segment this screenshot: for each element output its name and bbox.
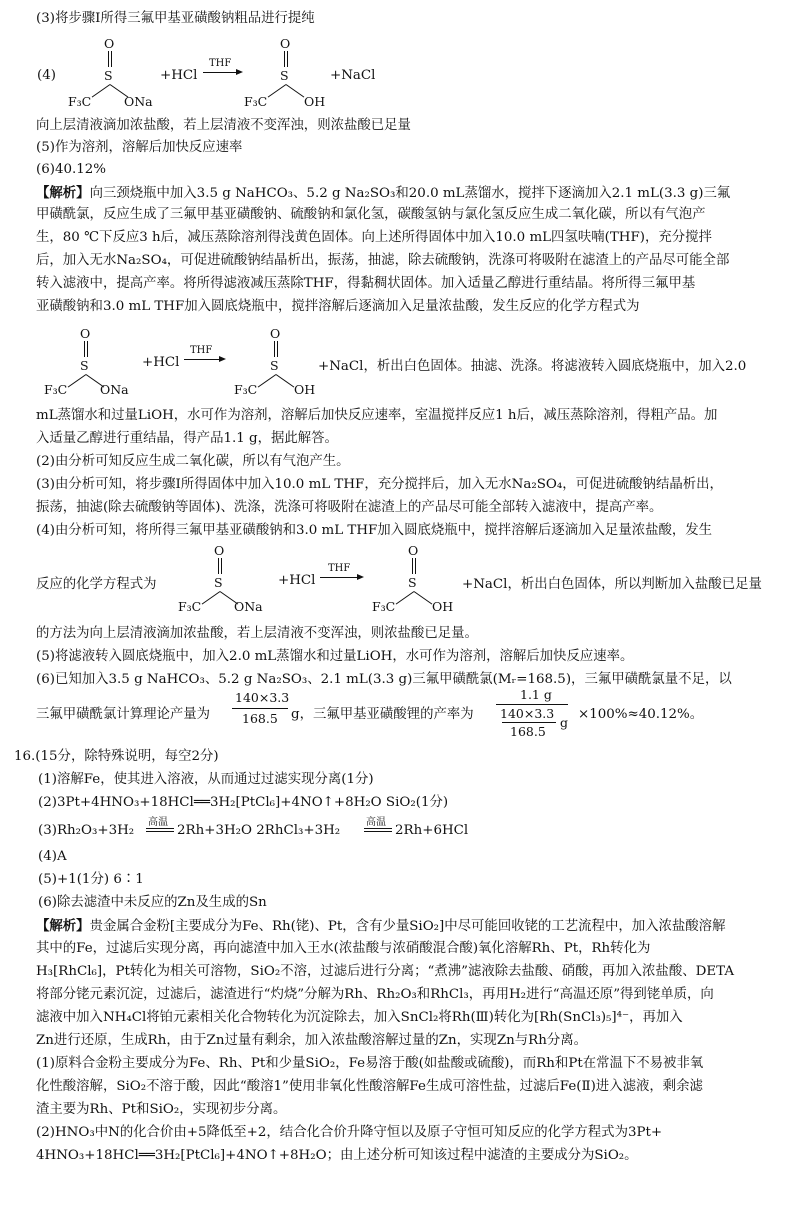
equals-line-1b [146,831,174,832]
analysis3-line-0: 的方法为向上层清液滴加浓盐酸，若上层清液不变浑浊，则浓盐酸已足量。 [36,626,478,641]
q16-header: 16.(15分，除特殊说明，每空2分) [14,749,219,764]
analysis-line-2: 生，80 ℃下反应3 h后，减压蒸除溶剂得浅黄色固体。向上述所得固体中加入10.0 mL四氢呋喃(THF)，充分搅拌 [36,230,712,245]
analysis2-line-0: mL蒸馏水和过量LiOH，水可作为溶剂，溶解后加快反应速率，室温搅拌反应1 h后，减压蒸除溶剂，得粗产品。加 [36,408,718,423]
calc-prefix: 三氟甲磺酰氯计算理论产量为 [36,707,211,722]
analysis3-line-1: (5)将滤液转入圆底烧瓶中，加入2.0 mL蒸馏水和过量LiOH，水可作为溶剂，溶解后加快反应速率。 [36,649,634,664]
q16-answer-2: (2)3Pt+4HNO₃+18HCl══3H₂[PtCl₆]+4NO↑+8H₂O SiO₂(1分) [38,795,449,810]
q16-answer-6: (6)除去滤渣中未反应的Zn及生成的Sn [38,895,267,910]
analysis-line-0: 【解析】向三颈烧瓶中加入3.5 g NaHCO₃、5.2 g Na₂SO₃和20.0 mL蒸馏水，搅拌下逐滴加入2.1 mL(3.3 g)三氟 [36,185,731,201]
answer-6: (6)40.12% [36,162,107,177]
analysis-label: 【解析】 [36,185,90,201]
q16-answer-3-part1: (3)Rh₂O₃+3H₂ [38,823,135,838]
q16-answer-4: (4)A [38,849,67,864]
q16-analysis-line-4: 滤液中加入NH₄Cl将铂元素相关化合物转化为沉淀除去，加入SnCl₂将Rh(Ⅲ)转化为[Rh(SnCl₃)₅]⁴⁻，再加入 [36,1010,683,1025]
q16-analysis-line-7: 化性酸溶解，SiO₂不溶于酸，因此“酸溶1”使用非氧化性酸溶解Fe生成可溶性盐，过滤后Fe(Ⅱ)进入滤液，剩余滤 [36,1079,703,1094]
q16-answer-1: (1)溶解Fe，使其进入溶液，从而通过过滤实现分离(1分) [38,772,374,787]
reaction-arrow-3: THF [320,567,364,581]
q16-answer-3-part3: 2Rh+6HCl [395,823,469,838]
reaction-arrow-2: THF [184,349,226,363]
q16-answer-5: (5)+1(1分) 6∶1 [38,872,144,887]
analysis2-line-2: (2)由分析可知反应生成二氧化碳，所以有气泡产生。 [36,454,350,469]
reactant-structure-3: O S F₃C ONa [178,543,263,614]
analysis2-line-5: (4)由分析可知，将所得三氟甲基亚磺酸钠和3.0 mL THF加入圆底烧瓶中，搅拌溶解后逐滴加入足量浓盐酸，发生 [36,523,713,538]
q16-answer-3-part2: 2Rh+3H₂O 2RhCl₃+3H₂ [177,823,341,838]
q16-analysis-label: 【解析】 [36,918,90,934]
q16-analysis-line-3: 将部分铑元素沉淀，过滤后，滤渣进行“灼烧”分解为Rh、Rh₂O₃和RhCl₃，再用H₂进行“高温还原”得到铑单质，向 [36,987,714,1002]
theoretical-yield-fraction: 140×3.3 168.5 [232,690,288,730]
plus-hcl-3: +HCl [278,573,316,588]
plus-hcl: +HCl [160,68,198,83]
condition-high-temp-1: 高温 [148,817,168,828]
equals-line-2a [364,828,392,829]
plus-nacl: +NaCl [330,68,376,83]
q16-analysis-line-1: 其中的Fe，过滤后实现分离，再向滤渣中加入王水(浓盐酸与浓硝酸混合酸)氧化溶解Rh、Pt，Rh转化为 [36,941,651,956]
analysis-line-3: 后，加入无水Na₂SO₄，可促进硫酸钠结晶析出，振荡，抽滤，除去硫酸钠，洗涤可将吸附在滤渣上的产品尽可能全部 [36,253,730,268]
condition-high-temp-2: 高温 [366,817,386,828]
q16-analysis-line-5: Zn进行还原，生成Rh，由于Zn过量有剩余，加入浓盐酸溶解过量的Zn，实现Zn与Rh分离。 [36,1033,588,1048]
q16-analysis-line-8: 渣主要为Rh、Pt和SiO₂，实现初步分离。 [36,1102,287,1117]
q16-analysis-line-2: H₃[RhCl₆]，Pt转化为相关可溶物，SiO₂不溶，过滤后进行分离；“煮沸”滤液除去盐酸、硝酸，再加入浓盐酸、DETA [36,964,734,979]
reactant-structure-1: O S F₃C ONa [68,36,153,109]
analysis2-line-3: (3)由分析可知，将步骤Ⅰ所得固体中加入10.0 mL THF，充分搅拌后，加入无水Na₂SO₄，可促进硫酸钠结晶析出， [36,477,723,492]
q16-analysis-line-10: 4HNO₃+18HCl══3H₂[PtCl₆]+4NO↑+8H₂O；由上述分析可知该过程中滤渣的主要成分为SiO₂。 [36,1148,638,1163]
answer-4-label: (4) [37,68,56,83]
answer-5: (5)作为溶剂，溶解后加快反应速率 [36,140,243,155]
analysis2-line-4: 振荡，抽滤(除去硫酸钠等固体)、洗涤，洗涤可将吸附在滤渣上的产品尽可能全部转入滤液中，提高产率。 [36,500,663,515]
yield-fraction: 1.1 g 140×3.3 168.5 g [496,687,576,741]
calc-suffix: ×100%≈40.12%。 [578,707,704,722]
answer-3: (3)将步骤Ⅰ所得三氟甲基亚磺酸钠粗品进行提纯 [36,11,315,26]
analysis3-line-2: (6)已知加入3.5 g NaHCO₃、5.2 g Na₂SO₃、2.1 mL(3.3 g)三氟甲磺酰氯(Mᵣ=168.5)，三氟甲磺酰氯量不足，以 [36,672,732,687]
q16-analysis-line-6: (1)原料合金粉主要成分为Fe、Rh、Pt和少量SiO₂，Fe易溶于酸(如盐酸或硫酸)，而Rh和Pt在常温下不易被非氧 [36,1056,704,1071]
equals-line-1a [146,828,174,829]
analysis-line-4: 转入滤液中，提高产率。将所得滤液减压蒸除THF，得黏稠状固体。加入适量乙醇进行重结晶。将所得三氟甲基 [36,276,696,291]
thf-label: THF [209,58,232,69]
analysis-line-5: 亚磺酸钠和3.0 mL THF加入圆底烧瓶中，搅拌溶解后逐滴加入足量浓盐酸，发生反应的化学方程式为 [36,299,640,314]
answer-4-text: 向上层清液滴加浓盐酸，若上层清液不变浑浊，则浓盐酸已足量 [36,118,411,133]
reaction-3-prefix: 反应的化学方程式为 [36,577,157,592]
calc-mid: g，三氟甲基亚磺酸锂的产率为 [291,707,474,722]
equals-line-2b [364,831,392,832]
product-structure-1: O S F₃C OH [244,36,326,109]
after-reaction-1: +NaCl，析出白色固体。抽滤、洗涤。将滤液转入圆底烧瓶中，加入2.0 [318,359,747,374]
product-structure-2: O S F₃C OH [234,326,316,397]
plus-hcl-2: +HCl [142,355,180,370]
analysis2-line-1: 入适量乙醇进行重结晶，得产品1.1 g，据此解答。 [36,431,338,446]
analysis-line-1: 甲磺酰氯，反应生成了三氟甲基亚磺酸钠、硫酸钠和氯化氢，碳酸氢钠与氯化氢反应生成二氧化碳，所以有气泡产 [36,207,706,222]
product-structure-3: O S F₃C OH [372,543,454,614]
q16-analysis-line-0: 【解析】贵金属合金粉[主要成分为Fe、Rh(铑)、Pt，含有少量SiO₂]中尽可能回收铑的工艺流程中，加入浓盐酸溶解 [36,918,726,934]
reactant-structure-2: O S F₃C ONa [44,326,129,397]
q16-analysis-line-9: (2)HNO₃中N的化合价由+5降低至+2，结合化合价升降守恒以及原子守恒可知反应的化学方程式为3Pt+ [36,1125,663,1140]
after-reaction-2: +NaCl，析出白色固体，所以判断加入盐酸已足量 [462,577,762,592]
